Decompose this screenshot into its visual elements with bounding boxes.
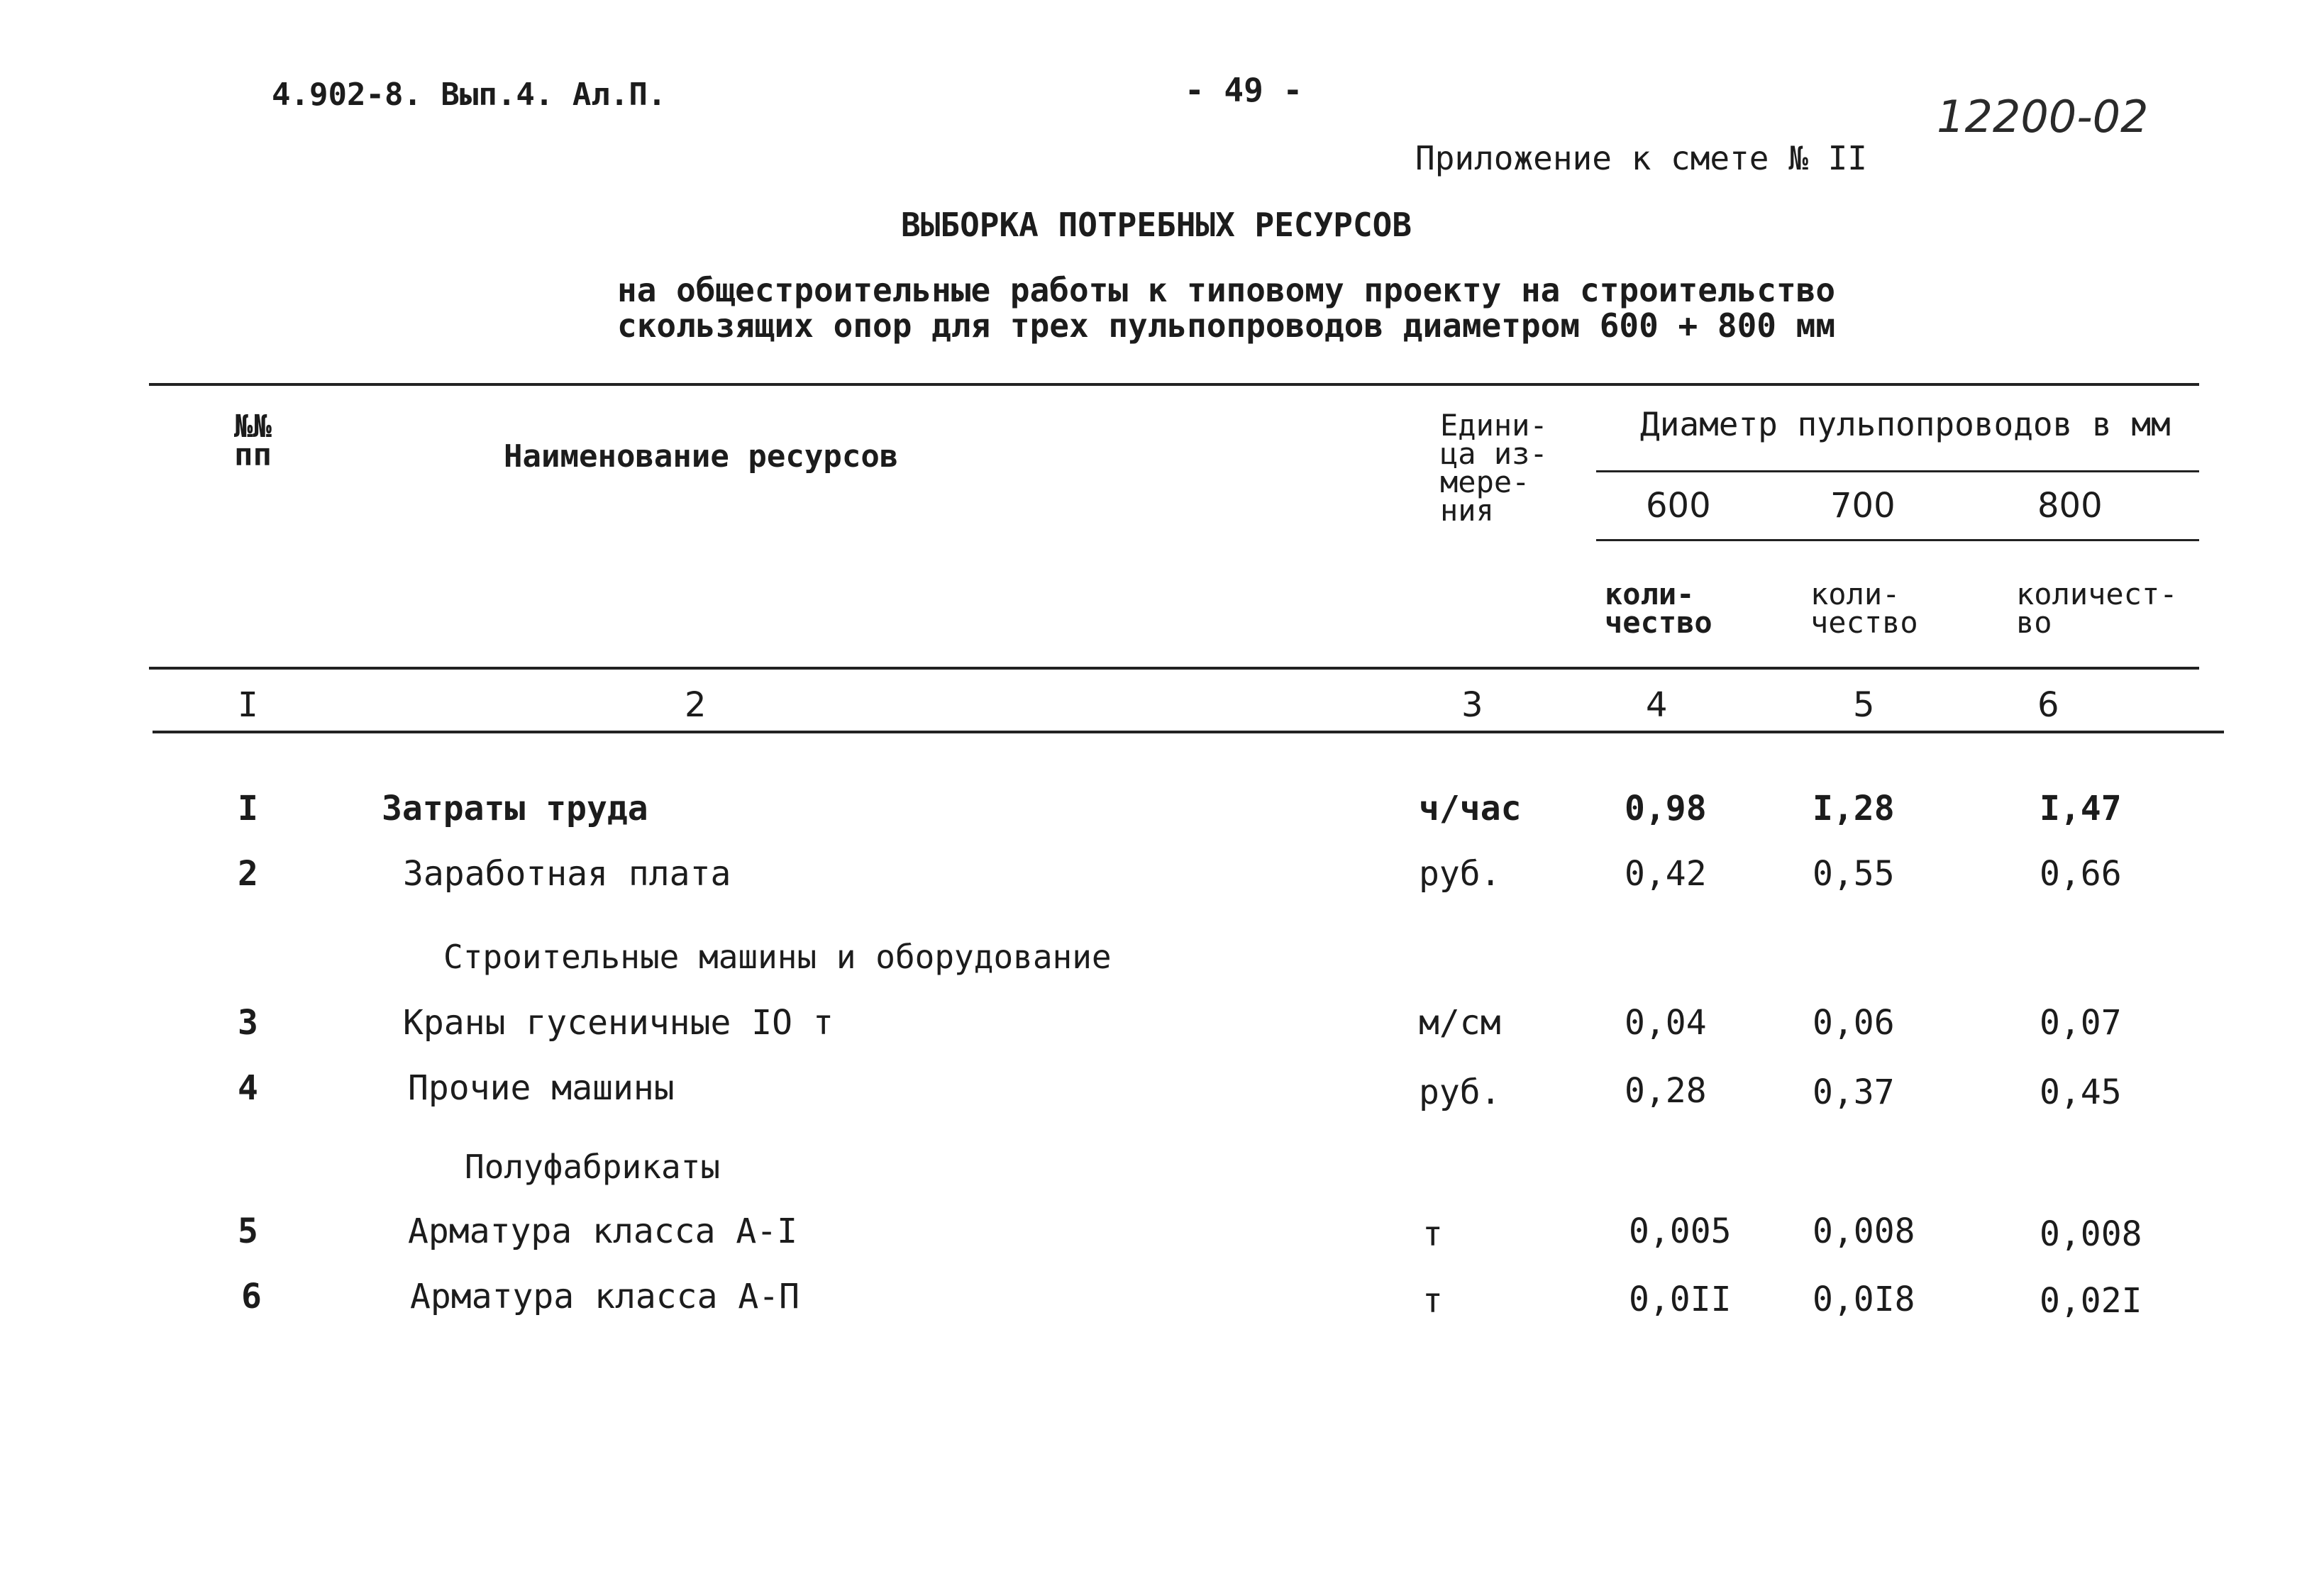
resource-unit: м/см bbox=[1419, 1003, 1501, 1043]
column-number: 5 bbox=[1853, 685, 1875, 725]
resource-unit: ч/час bbox=[1419, 789, 1522, 828]
header-unit: Едини- ца из- мере- ния bbox=[1440, 408, 1548, 528]
header-quantity-800: количест- во bbox=[2016, 577, 2178, 640]
column-number: 3 bbox=[1461, 685, 1483, 725]
resource-name: Затраты труда bbox=[382, 789, 648, 828]
page-number: - 49 - bbox=[1185, 71, 1303, 109]
row-number: 5 bbox=[238, 1211, 258, 1251]
value-600: 0,42 bbox=[1625, 854, 1707, 894]
section-heading: Строительные машины и оборудование bbox=[443, 938, 1112, 976]
value-700: 0,0I8 bbox=[1813, 1280, 1915, 1319]
resource-unit: руб. bbox=[1419, 1072, 1501, 1112]
diameter-values-rule bbox=[1596, 539, 2199, 541]
value-600: 0,04 bbox=[1625, 1003, 1707, 1043]
resource-unit: руб. bbox=[1419, 854, 1501, 894]
row-number: 4 bbox=[238, 1068, 258, 1108]
header-bottom-rule bbox=[149, 667, 2199, 670]
value-600: 0,0II bbox=[1629, 1280, 1732, 1319]
resource-name: Краны гусеничные IO т bbox=[403, 1003, 834, 1043]
resource-name: Заработная плата bbox=[403, 854, 731, 894]
value-600: 0,005 bbox=[1629, 1211, 1732, 1251]
header-diameter: Диаметр пульпопроводов в мм bbox=[1640, 405, 2171, 443]
header-quantity-600: коли- чество bbox=[1605, 577, 1712, 640]
header-row-number: №№ пп bbox=[234, 409, 272, 473]
resource-unit: т bbox=[1422, 1281, 1443, 1321]
value-600: 0,28 bbox=[1625, 1071, 1707, 1111]
header-diameter-700: 700 bbox=[1830, 486, 1896, 526]
value-700: 0,008 bbox=[1813, 1211, 1915, 1251]
value-700: I,28 bbox=[1813, 789, 1895, 828]
row-number: 6 bbox=[241, 1277, 262, 1316]
value-800: 0,07 bbox=[2040, 1003, 2122, 1043]
value-600: 0,98 bbox=[1625, 789, 1707, 828]
archive-number: 12200-02 bbox=[1937, 91, 2149, 143]
value-700: 0,06 bbox=[1813, 1003, 1895, 1043]
value-800: 0,66 bbox=[2040, 854, 2122, 894]
resource-name: Арматура класса А-П bbox=[410, 1277, 800, 1316]
document-reference: 4.902-8. Вып.4. Ал.П. bbox=[272, 77, 667, 113]
value-700: 0,55 bbox=[1813, 854, 1895, 894]
value-700: 0,37 bbox=[1813, 1072, 1895, 1112]
value-800: 0,008 bbox=[2040, 1214, 2142, 1254]
column-number: I bbox=[238, 685, 258, 725]
subtitle-line-1: на общестроительные работы к типовому проекту на строительство bbox=[617, 271, 1836, 309]
appendix-label: Приложение к смете № II bbox=[1415, 139, 1867, 177]
resource-name: Арматура класса А-I bbox=[408, 1211, 798, 1251]
header-resource-name: Наименование ресурсов bbox=[504, 438, 899, 475]
row-number: 3 bbox=[238, 1003, 258, 1043]
resource-name: Прочие машины bbox=[408, 1068, 675, 1108]
column-number: 2 bbox=[685, 685, 707, 725]
document-title: ВЫБОРКА ПОТРЕБНЫХ РЕСУРСОВ bbox=[901, 206, 1412, 244]
header-diameter-800: 800 bbox=[2037, 486, 2103, 526]
column-number: 4 bbox=[1646, 685, 1668, 725]
column-numbers-rule bbox=[153, 731, 2224, 733]
document-subtitle bbox=[617, 272, 1835, 343]
row-number: I bbox=[238, 789, 258, 828]
resource-unit: т bbox=[1422, 1214, 1443, 1254]
column-number: 6 bbox=[2037, 685, 2059, 725]
header-quantity-700: коли- чество bbox=[1810, 577, 1918, 640]
section-heading: Полуфабрикаты bbox=[465, 1148, 721, 1186]
diameter-group-rule bbox=[1596, 470, 2199, 472]
value-800: 0,02I bbox=[2040, 1281, 2142, 1321]
value-800: I,47 bbox=[2040, 789, 2122, 828]
row-number: 2 bbox=[238, 854, 258, 894]
header-diameter-600: 600 bbox=[1646, 486, 1711, 526]
value-800: 0,45 bbox=[2040, 1072, 2122, 1112]
table-top-rule bbox=[149, 383, 2199, 386]
subtitle-line-2: скользящих опор для трех пульпопроводов диаметром 600 + 800 мм bbox=[617, 306, 1836, 345]
